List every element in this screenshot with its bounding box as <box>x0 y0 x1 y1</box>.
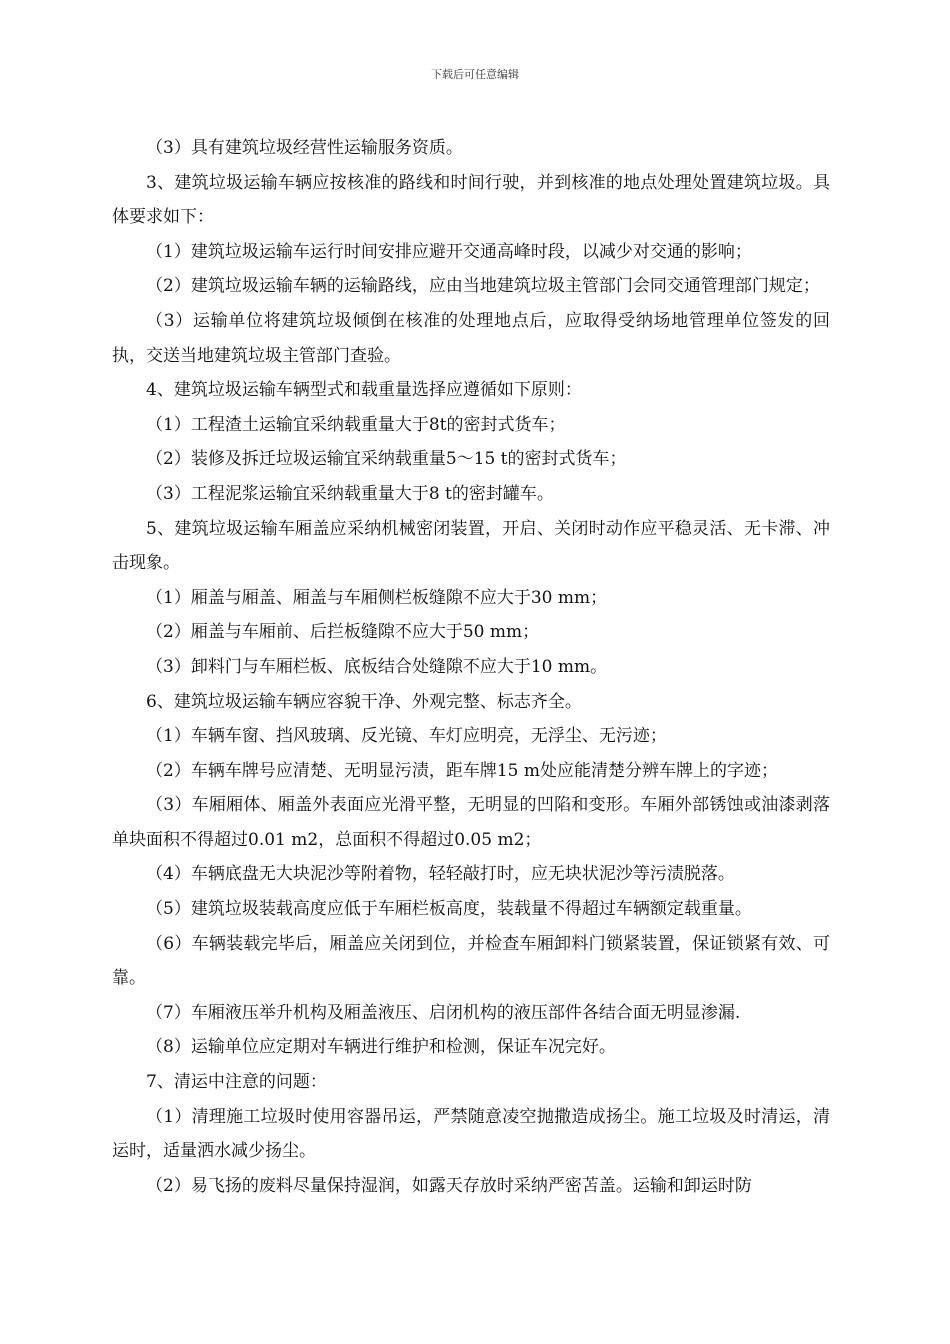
paragraph-15: （1）车辆车窗、挡风玻璃、反光镜、车灯应明亮，无浮尘、无污迹； <box>146 726 667 747</box>
paragraph-3: （1）建筑垃圾运输车运行时间安排应避开交通高峰时段，以减少对交通的影响； <box>146 241 752 262</box>
paragraph-8: （2）装修及拆迁垃圾运输宜采纳载重量5～15 t的密封式货车； <box>146 449 627 470</box>
paragraph-18: （4）车辆底盘无大块泥沙等附着物，轻轻敲打时，应无块状泥沙等污渍脱落。 <box>146 864 735 885</box>
paragraph-20: （6）车辆装载完毕后，厢盖应关闭到位，并检查车厢卸料门锁紧装置，保证锁紧有效、可靠。 <box>112 933 830 989</box>
paragraph-4: （2）建筑垃圾运输车辆的运输路线，应由当地建筑垃圾主管部门会同交通管理部门规定； <box>146 276 820 297</box>
paragraph-6: 4、建筑垃圾运输车辆型式和载重量选择应遵循如下原则： <box>146 380 582 401</box>
paragraph-12: （2）厢盖与车厢前、后拦板缝隙不应大于50 mm； <box>146 622 540 643</box>
paragraph-9: （3）工程泥浆运输宜采纳载重量大于8 t的密封罐车。 <box>146 483 554 504</box>
paragraph-2: 3、建筑垃圾运输车辆应按核准的路线和时间行驶，并到核准的地点处理处置建筑垃圾。具体要求如下： <box>112 172 830 228</box>
paragraph-23: 7、清运中注意的问题： <box>146 1072 327 1093</box>
page-header: 下载后可任意编辑 <box>431 68 519 81</box>
paragraph-1: （3）具有建筑垃圾经营性运输服务资质。 <box>146 138 463 158</box>
paragraph-11: （1）厢盖与厢盖、厢盖与车厢侧栏板缝隙不应大于30 mm； <box>146 587 608 608</box>
paragraph-22: （8）运输单位应定期对车辆进行维护和检测，保证车况完好。 <box>146 1037 616 1058</box>
paragraph-14: 6、建筑垃圾运输车辆应容貌干净、外观完整、标志齐全。 <box>146 691 582 712</box>
paragraph-24: （1）清理施工垃圾时使用容器吊运，严禁随意凌空抛撒造成扬尘。施工垃圾及时清运，清运时，适量洒水减少扬尘。 <box>112 1106 830 1162</box>
paragraph-10: 5、建筑垃圾运输车厢盖应采纳机械密闭装置，开启、关闭时动作应平稳灵活、无卡滞、冲击现象。 <box>112 518 830 574</box>
paragraph-13: （3）卸料门与车厢栏板、底板结合处缝隙不应大于10 mm。 <box>146 656 608 677</box>
paragraph-25: （2）易飞扬的废料尽量保持湿润，如露天存放时采纳严密苫盖。运输和卸运时防 <box>146 1175 752 1196</box>
paragraph-21: （7）车厢液压举升机构及厢盖液压、启闭机构的液压部件各结合面无明显渗漏. <box>146 1002 741 1023</box>
paragraph-7: （1）工程渣土运输宜采纳载重量大于8t的密封式货车； <box>146 414 566 435</box>
paragraph-17: （3）车厢厢体、厢盖外表面应光滑平整，无明显的凹陷和变形。车厢外部锈蚀或油漆剥落单块面积不得超过0.01 m2，总面积不得超过0.05 m2； <box>112 795 830 850</box>
paragraph-16: （2）车辆车牌号应清楚、无明显污渍，距车牌15 m处应能清楚分辨车牌上的字迹； <box>146 760 778 781</box>
document-body <box>112 131 830 1203</box>
paragraph-19: （5）建筑垃圾装载高度应低于车厢栏板高度，装载量不得超过车辆额定载重量。 <box>146 899 752 920</box>
paragraph-5: （3）运输单位将建筑垃圾倾倒在核准的处理地点后，应取得受纳场地管理单位签发的回执，交送当地建筑垃圾主管部门查验。 <box>112 310 830 366</box>
